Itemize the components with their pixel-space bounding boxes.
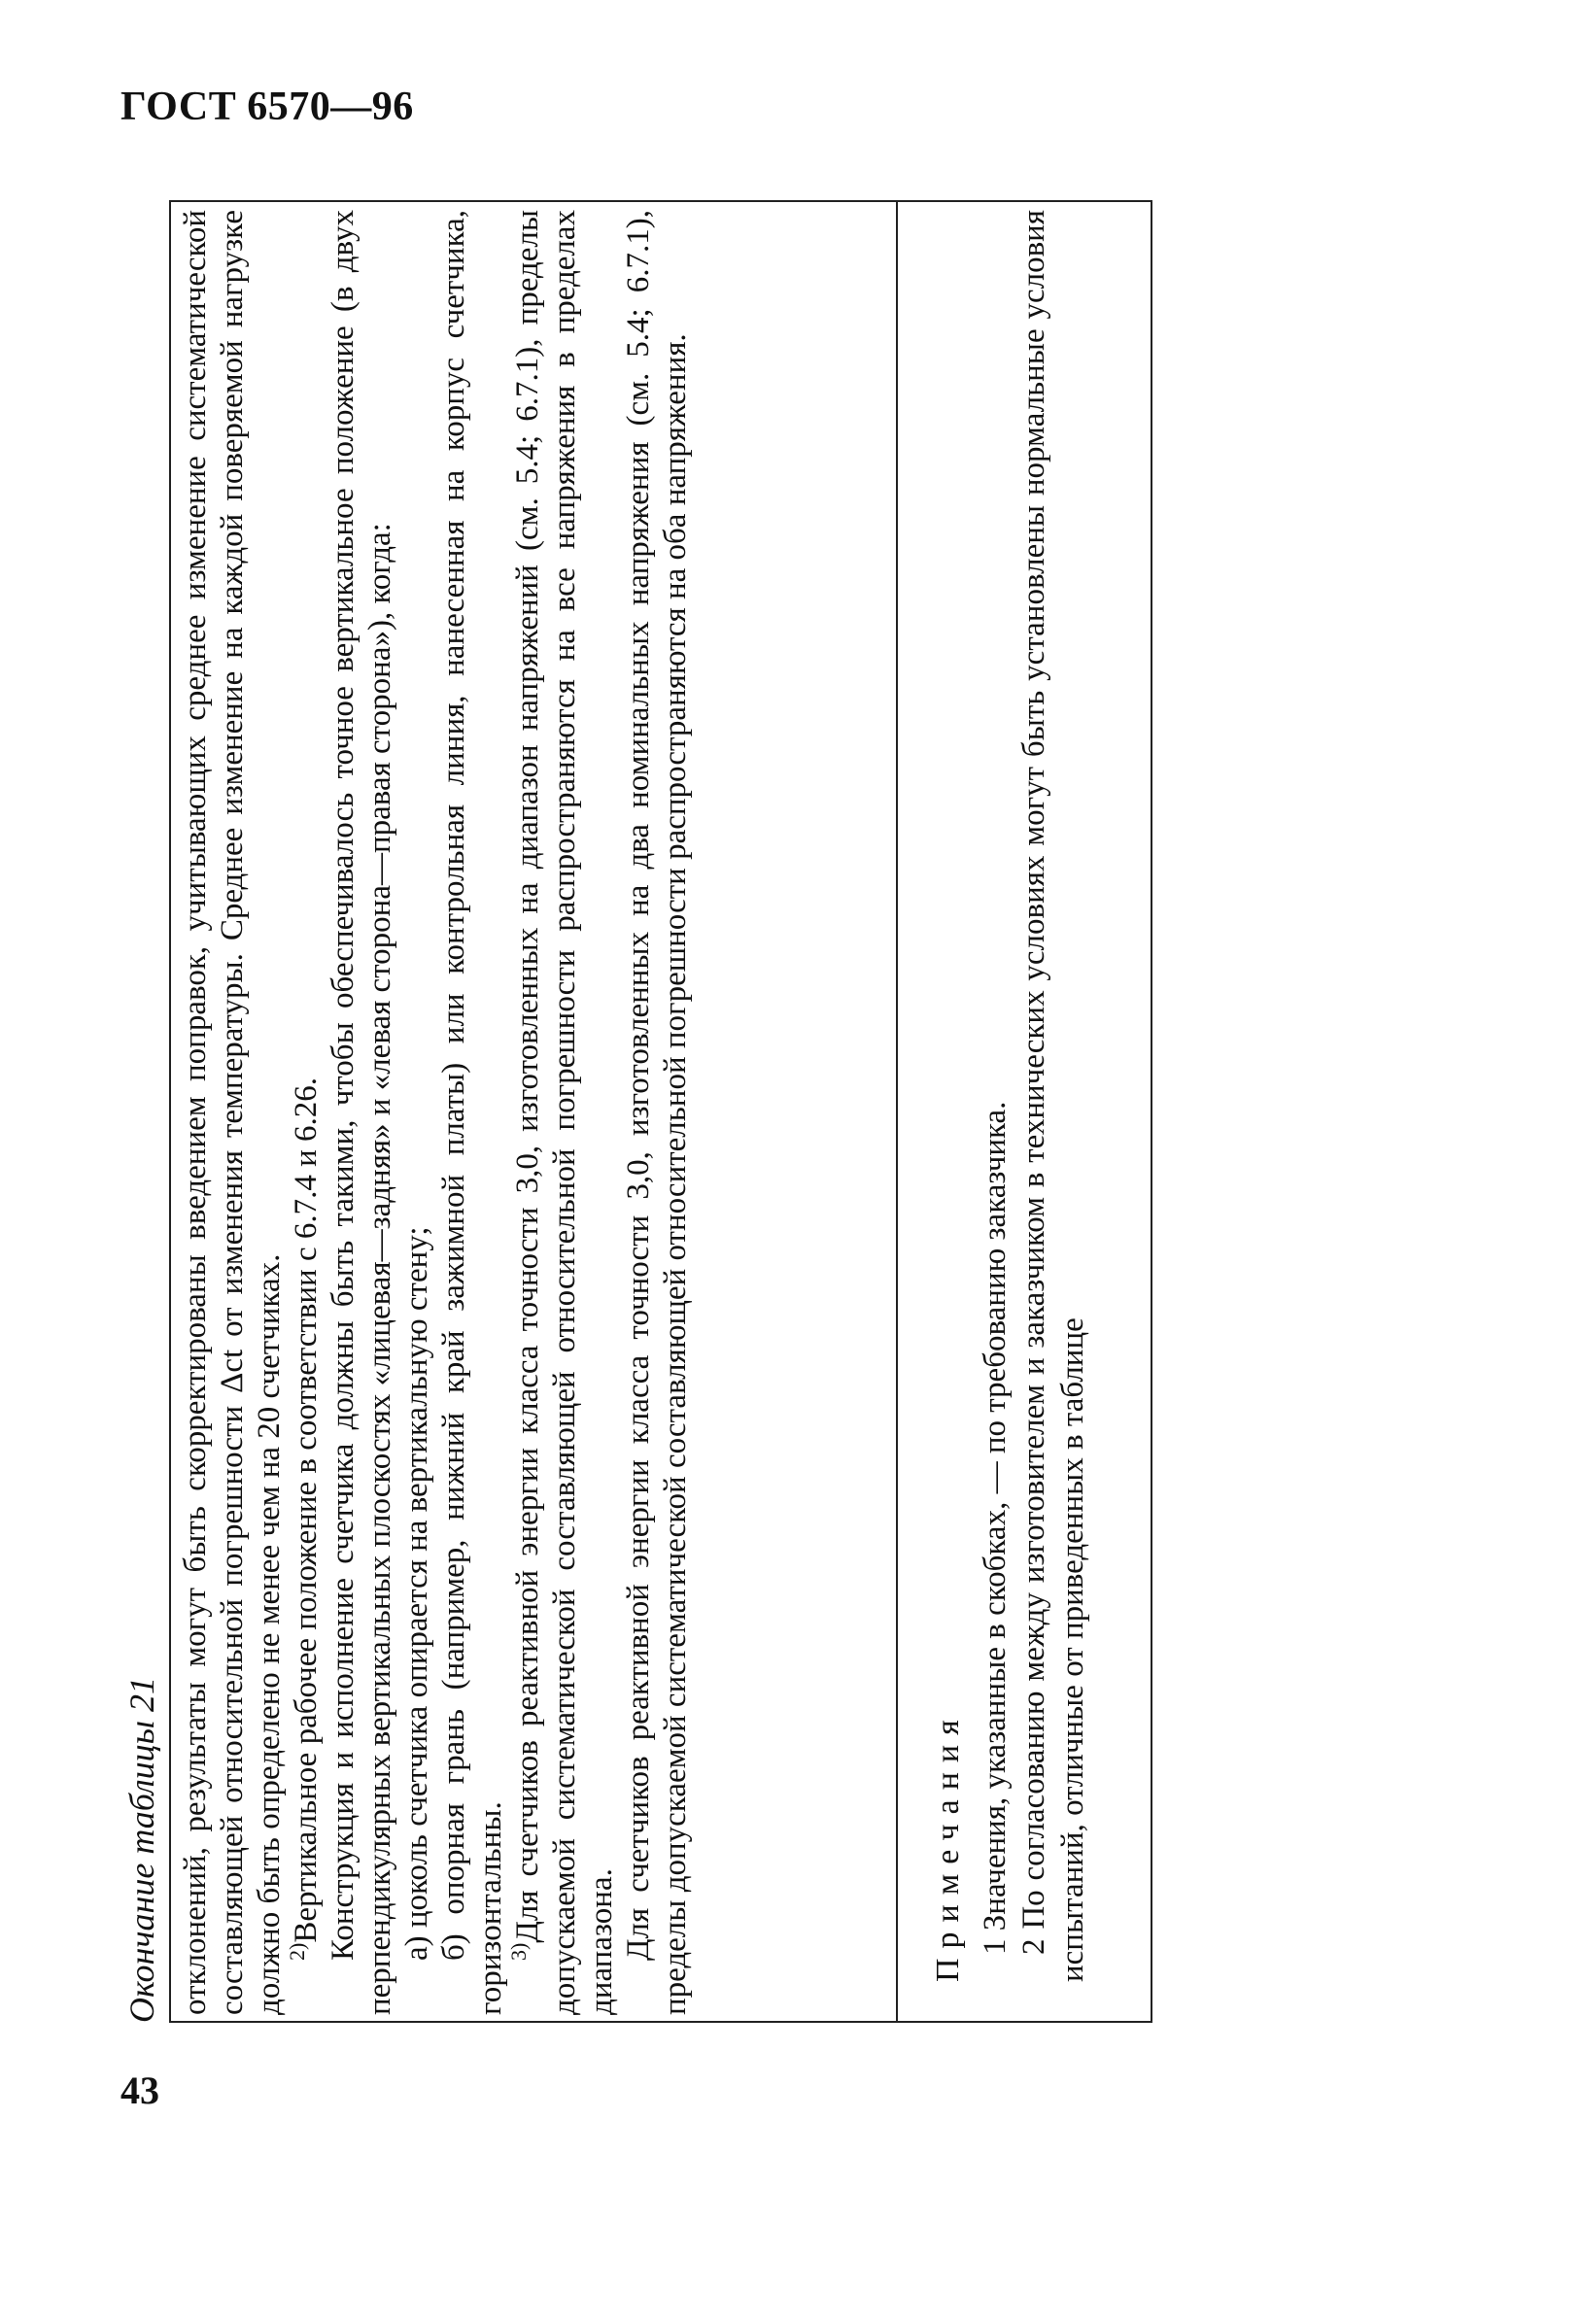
paragraph-two-voltages: Для счетчиков реактивной энергии класса точности 3,0, изготовленных на два номинальных напряжения (см. 5.4; 6.7.1), пределы допускаемой систематической составляющей относительной погрешности распространяются на оба напряжения.	[621, 210, 693, 2015]
document-code: ГОСТ 6570—96	[120, 85, 414, 129]
notes-title: Примечания	[930, 1710, 966, 1982]
footnote-3-text: Для счетчиков реактивной энергии класса точности 3,0, изготовленных на диапазон напряжений (см. 5.4; 6.7.1), пределы допускаемой систематической составляющей относительной погрешности распространяются на все напряжения в пределах диапазона.	[510, 210, 619, 2015]
note-item-1: 1 Значения, указанные в скобках, — по требованию заказчика.	[978, 1101, 1013, 1955]
paragraph-construction: Конструкция и исполнение счетчика должны быть такими, чтобы обеспечивалось точное вертикальное положение (в двух перпендикулярных вертикальных плоскостях «лицевая—задняя» и «левая сторона—правая сторона»), когда:	[326, 210, 397, 2015]
footnote-3	[506, 210, 620, 2015]
table-caption: Окончание таблицы 21	[122, 1676, 161, 2023]
note-item-2: 2 По согласованию между изготовителем и заказчиком в технических условиях могут быть установлены нормальные условия испытаний, отличные от приведенных в таблице	[1016, 210, 1090, 1982]
table-frame	[169, 200, 1152, 2023]
paragraph-deviations: отклонений, результаты могут быть скорректированы введением поправок, учитывающих среднее изменение систематической составляющей относительной погрешности Δct от изменения температуры. Среднее изменение на каждой поверяемой нагрузке должно быть определено не менее чем на 20 счетчиках.	[178, 210, 287, 2015]
footnote-2	[285, 210, 325, 2015]
footnote-2-text: Вертикальное рабочее положение в соответствии с 6.7.4 и 6.26.	[289, 1077, 324, 1943]
table-body	[171, 202, 898, 2021]
rotated-table-block	[119, 196, 1168, 2023]
footnote-2-mark: 2)	[285, 1942, 309, 1961]
notes-section	[898, 202, 1151, 2021]
item-b: б) опорная грань (например, нижний край зажимной платы) или контрольная линия, нанесенная на корпус счетчика, горизонтальны.	[436, 210, 508, 2015]
page-number: 43	[120, 2068, 159, 2112]
item-a: а) цоколь счетчика опирается на вертикальную стену;	[399, 1226, 434, 1961]
footnote-3-mark: 3)	[506, 1942, 531, 1961]
